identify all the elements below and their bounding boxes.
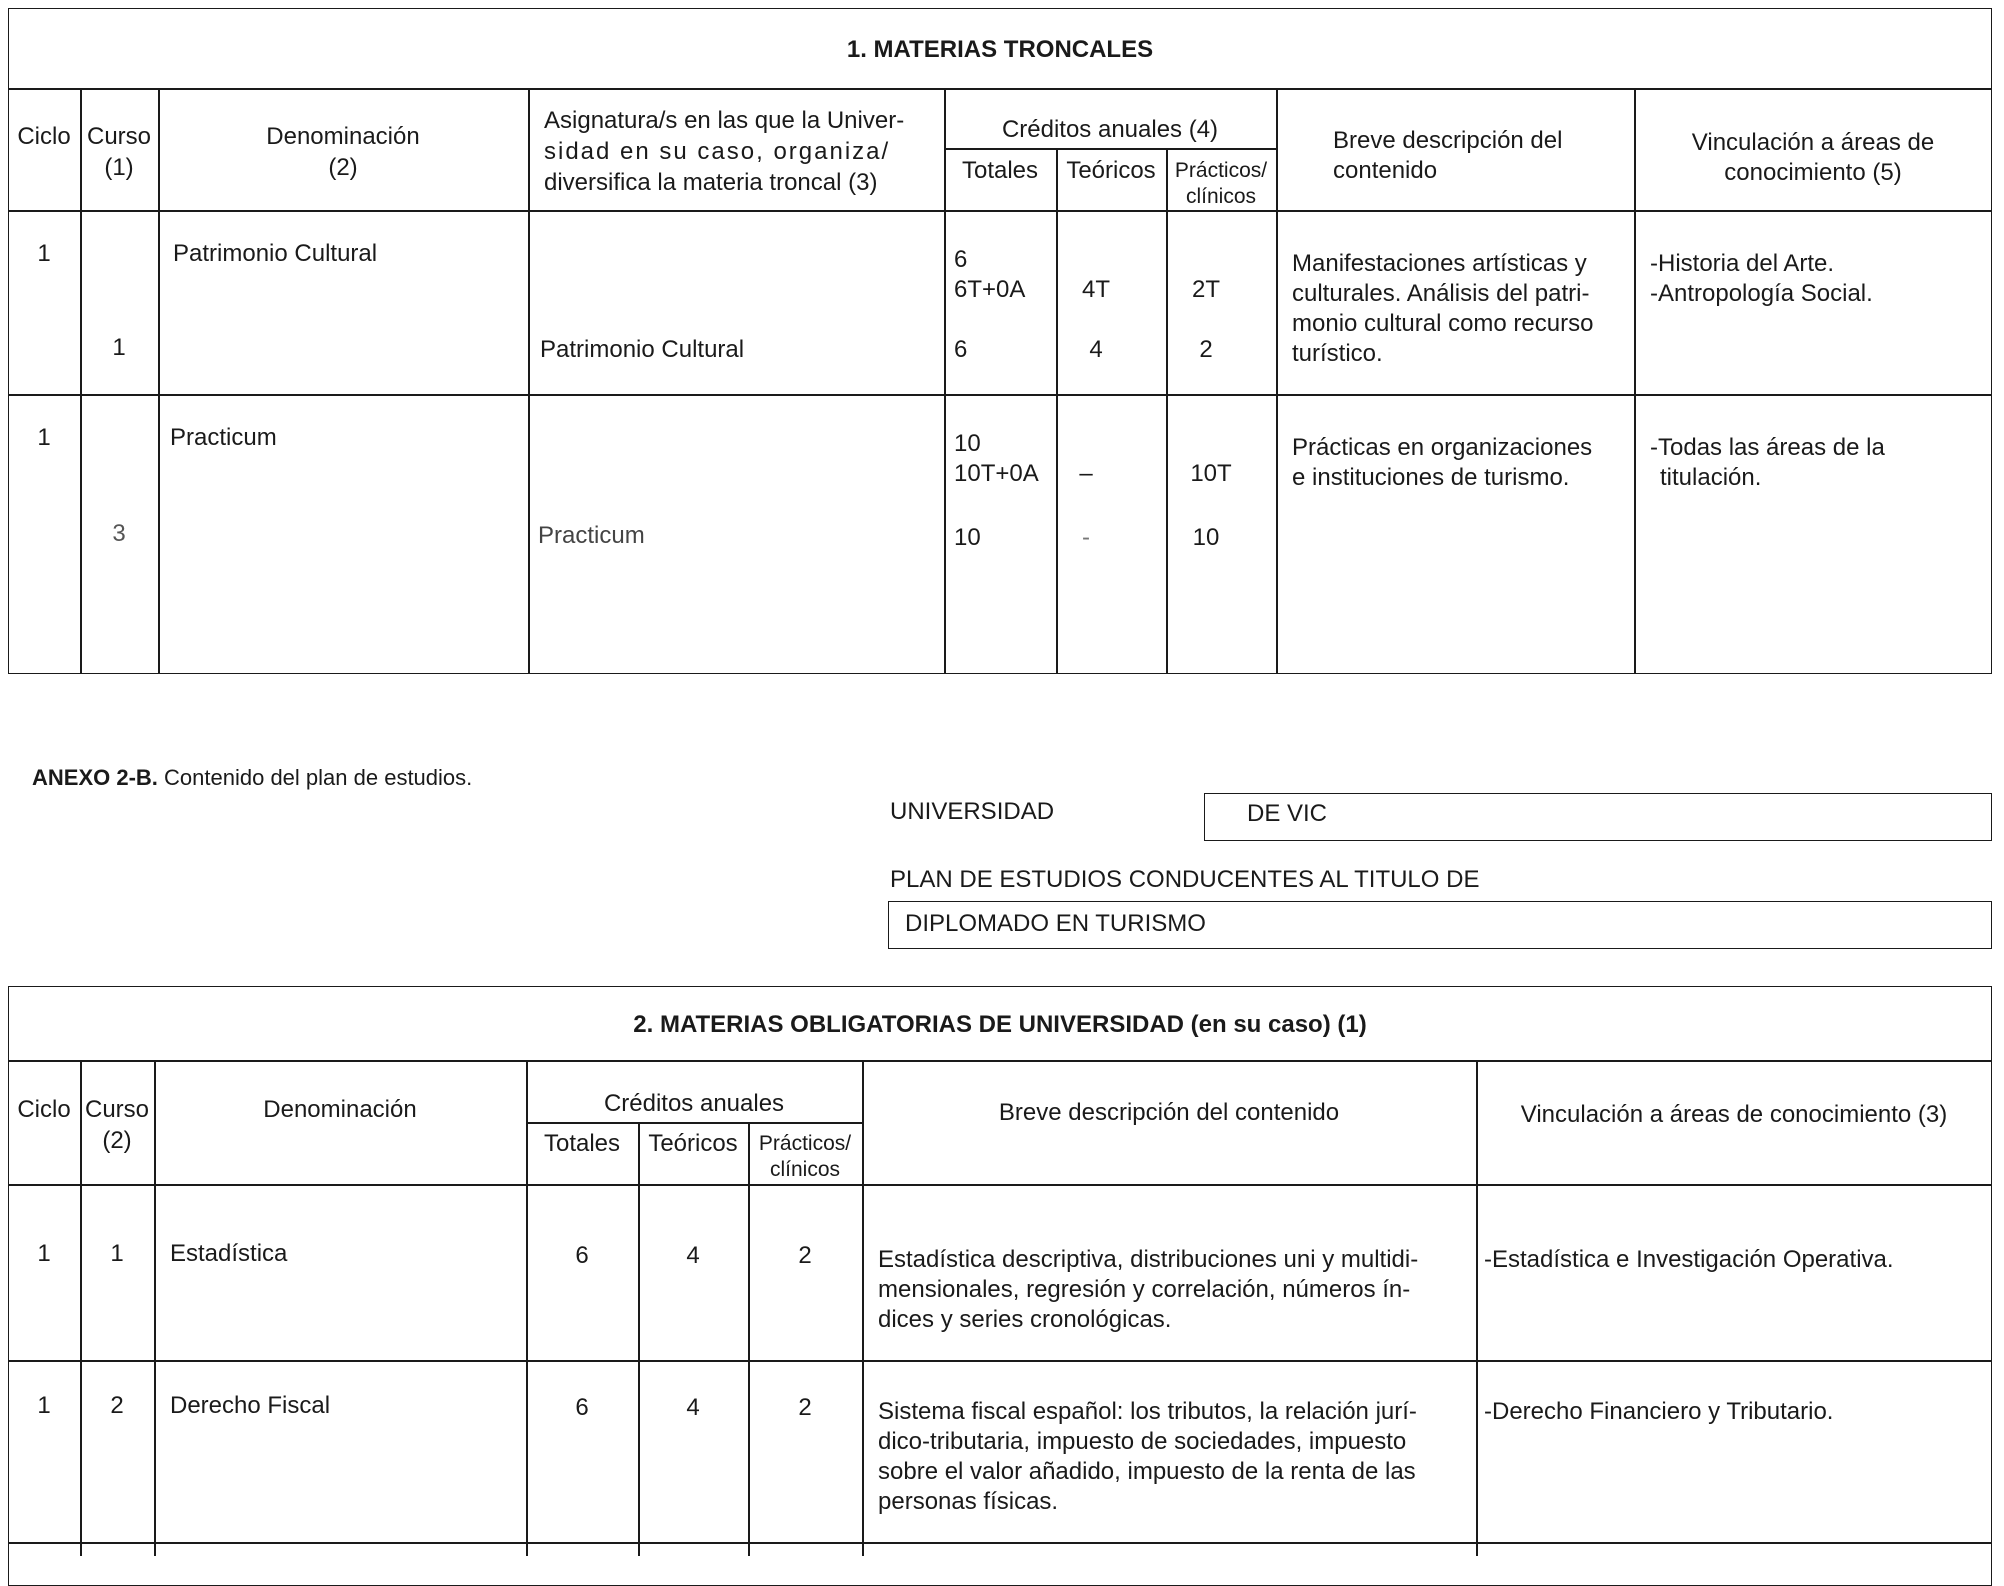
table1-row1-teoricos-detail: 4T <box>1081 276 1110 303</box>
table1-row2-sub-teoricos: - <box>1082 524 1090 551</box>
table1-row1-ciclo: 1 <box>37 240 51 267</box>
table1-row1-sub-asignatura: Patrimonio Cultural <box>540 336 745 363</box>
table2-row2-vinculacion: -Derecho Financiero y Tributario. <box>1484 1398 1834 1425</box>
table2-row1-ciclo: 1 <box>37 1240 51 1267</box>
table2-row1-vinculacion: -Estadística e Investigación Operativa. <box>1484 1246 1894 1273</box>
table2-row2-denominacion: Derecho Fiscal <box>170 1392 331 1419</box>
t2-header-descripcion: Breve descripción del contenido <box>998 1099 1340 1126</box>
table1-row1-totales-detail: 6T+0A <box>954 276 1026 303</box>
plan-label: PLAN DE ESTUDIOS CONDUCENTES AL TITULO DE <box>890 866 1480 893</box>
table1-row2-totales-detail: 10T+0A <box>954 460 1039 487</box>
table2-row1-curso: 1 <box>110 1240 124 1267</box>
table1-row1-desc-3: monio cultural como recurso <box>1292 310 1594 337</box>
table2-row1-teoricos: 4 <box>686 1242 700 1269</box>
header-ciclo: Ciclo <box>17 123 71 150</box>
t2-header-teoricos: Teóricos <box>648 1130 738 1157</box>
table1-row1-desc-4: turístico. <box>1292 340 1383 367</box>
universidad-value: DE VIC <box>1247 800 1328 827</box>
table1-row1-practicos-detail: 2T <box>1191 276 1220 303</box>
table2-row1-practicos: 2 <box>798 1242 812 1269</box>
header-asignatura-3: diversifica la materia troncal (3) <box>544 169 878 196</box>
universidad-label: UNIVERSIDAD <box>890 798 1055 825</box>
table1-row1-totales: 6 <box>954 246 968 273</box>
t2-header-practicos: Prácticos/ <box>758 1132 852 1155</box>
annex-label-bold: ANEXO 2-B. <box>32 765 158 790</box>
table1-row1-denominacion: Patrimonio Cultural <box>173 240 378 267</box>
table1-row2-teoricos-detail: – <box>1079 460 1093 487</box>
header-descripcion-1: Breve descripción del <box>1333 127 1563 154</box>
annex-label-rest: Contenido del plan de estudios. <box>157 765 473 790</box>
table1-row1-vinc-2: -Antropología Social. <box>1650 280 1873 307</box>
table1-row1-sub-teoricos: 4 <box>1089 336 1103 363</box>
table1-row1-desc-2: culturales. Análisis del patri- <box>1292 280 1590 307</box>
table1-row2-desc-1: Prácticas en organizaciones <box>1292 434 1593 461</box>
table2-row2-desc-2: dico-tributaria, impuesto de sociedades, impuesto <box>878 1428 1407 1455</box>
t2-header-ciclo: Ciclo <box>17 1096 71 1123</box>
table2-row2-curso: 2 <box>110 1392 124 1419</box>
table1-row2-vinc-2: titulación. <box>1660 464 1762 491</box>
table1-row2-sub-asignatura: Practicum <box>538 522 645 549</box>
table2-row2-desc-3: sobre el valor añadido, impuesto de la renta de las <box>878 1458 1416 1485</box>
t2-header-creditos: Créditos anuales <box>603 1090 785 1117</box>
table1-row1-desc-1: Manifestaciones artísticas y <box>1292 250 1587 277</box>
header-creditos: Créditos anuales (4) <box>1001 116 1219 143</box>
table1-row2-totales: 10 <box>954 430 981 457</box>
table1-row2-ciclo: 1 <box>37 424 51 451</box>
table2-row2-totales: 6 <box>575 1394 589 1421</box>
annex-label <box>32 762 472 793</box>
t2-header-vinculacion: Vinculación a áreas de conocimiento (3) <box>1520 1101 1948 1128</box>
header-asignatura-1: Asignatura/s en las que la Univer- <box>544 107 905 134</box>
table2-row1-denominacion: Estadística <box>170 1240 288 1267</box>
t2-header-totales: Totales <box>543 1130 621 1157</box>
table1-row2-vinc-1: -Todas las áreas de la <box>1650 434 1885 461</box>
header-vinculacion-1: Vinculación a áreas de <box>1691 129 1935 156</box>
table1-row2-practicos-detail: 10T <box>1190 460 1232 487</box>
table1-row1-sub-practicos: 2 <box>1199 336 1213 363</box>
table2-row2-ciclo: 1 <box>37 1392 51 1419</box>
table2-row2-desc-4: personas físicas. <box>878 1488 1059 1515</box>
header-asignatura-2: sidad en su caso, organiza/ <box>544 138 891 165</box>
header-vinculacion-2: conocimiento (5) <box>1724 159 1902 186</box>
table2-row2-desc-1: Sistema fiscal español: los tributos, la relación jurí- <box>878 1398 1417 1425</box>
table1-row1-sub-curso: 1 <box>112 334 126 361</box>
t2-header-clinicos: clínicos <box>769 1158 841 1181</box>
header-curso-note: (1) <box>104 154 134 181</box>
table2-row1-desc-1: Estadística descriptiva, distribuciones uni y multidi- <box>878 1246 1419 1273</box>
table2-row2-teoricos: 4 <box>686 1394 700 1421</box>
titulo-value: DIPLOMADO EN TURISMO <box>905 910 1206 937</box>
table2-row2-practicos: 2 <box>798 1394 812 1421</box>
table1-row1-vinc-1: -Historia del Arte. <box>1650 250 1835 277</box>
header-denominacion-note: (2) <box>328 154 358 181</box>
table2-row1-totales: 6 <box>575 1242 589 1269</box>
t2-header-curso: Curso <box>84 1096 150 1123</box>
table1-row1-sub-totales: 6 <box>954 336 968 363</box>
table2-title: 2. MATERIAS OBLIGATORIAS DE UNIVERSIDAD (en su caso) (1) <box>633 1011 1367 1038</box>
header-clinicos: clínicos <box>1185 185 1257 208</box>
header-denominacion: Denominación <box>266 123 420 150</box>
table1-row2-sub-curso: 3 <box>112 520 126 547</box>
table1-row2-sub-totales: 10 <box>954 524 981 551</box>
t2-header-denominacion: Denominación <box>263 1096 417 1123</box>
table1-row2-desc-2: e instituciones de turismo. <box>1292 464 1570 491</box>
table2-row1-desc-3: dices y series cronológicas. <box>878 1306 1172 1333</box>
header-curso: Curso <box>86 123 152 150</box>
table1-title: 1. MATERIAS TRONCALES <box>846 36 1154 63</box>
table1-row2-denominacion: Practicum <box>170 424 277 451</box>
t2-header-curso-note: (2) <box>102 1127 132 1154</box>
table1-row2-sub-practicos: 10 <box>1192 524 1220 551</box>
header-totales: Totales <box>961 157 1039 184</box>
header-practicos: Prácticos/ <box>1174 159 1268 182</box>
header-teoricos: Teóricos <box>1066 157 1156 184</box>
header-descripcion-2: contenido <box>1333 157 1438 184</box>
table2-row1-desc-2: mensionales, regresión y correlación, números ín- <box>878 1276 1411 1303</box>
